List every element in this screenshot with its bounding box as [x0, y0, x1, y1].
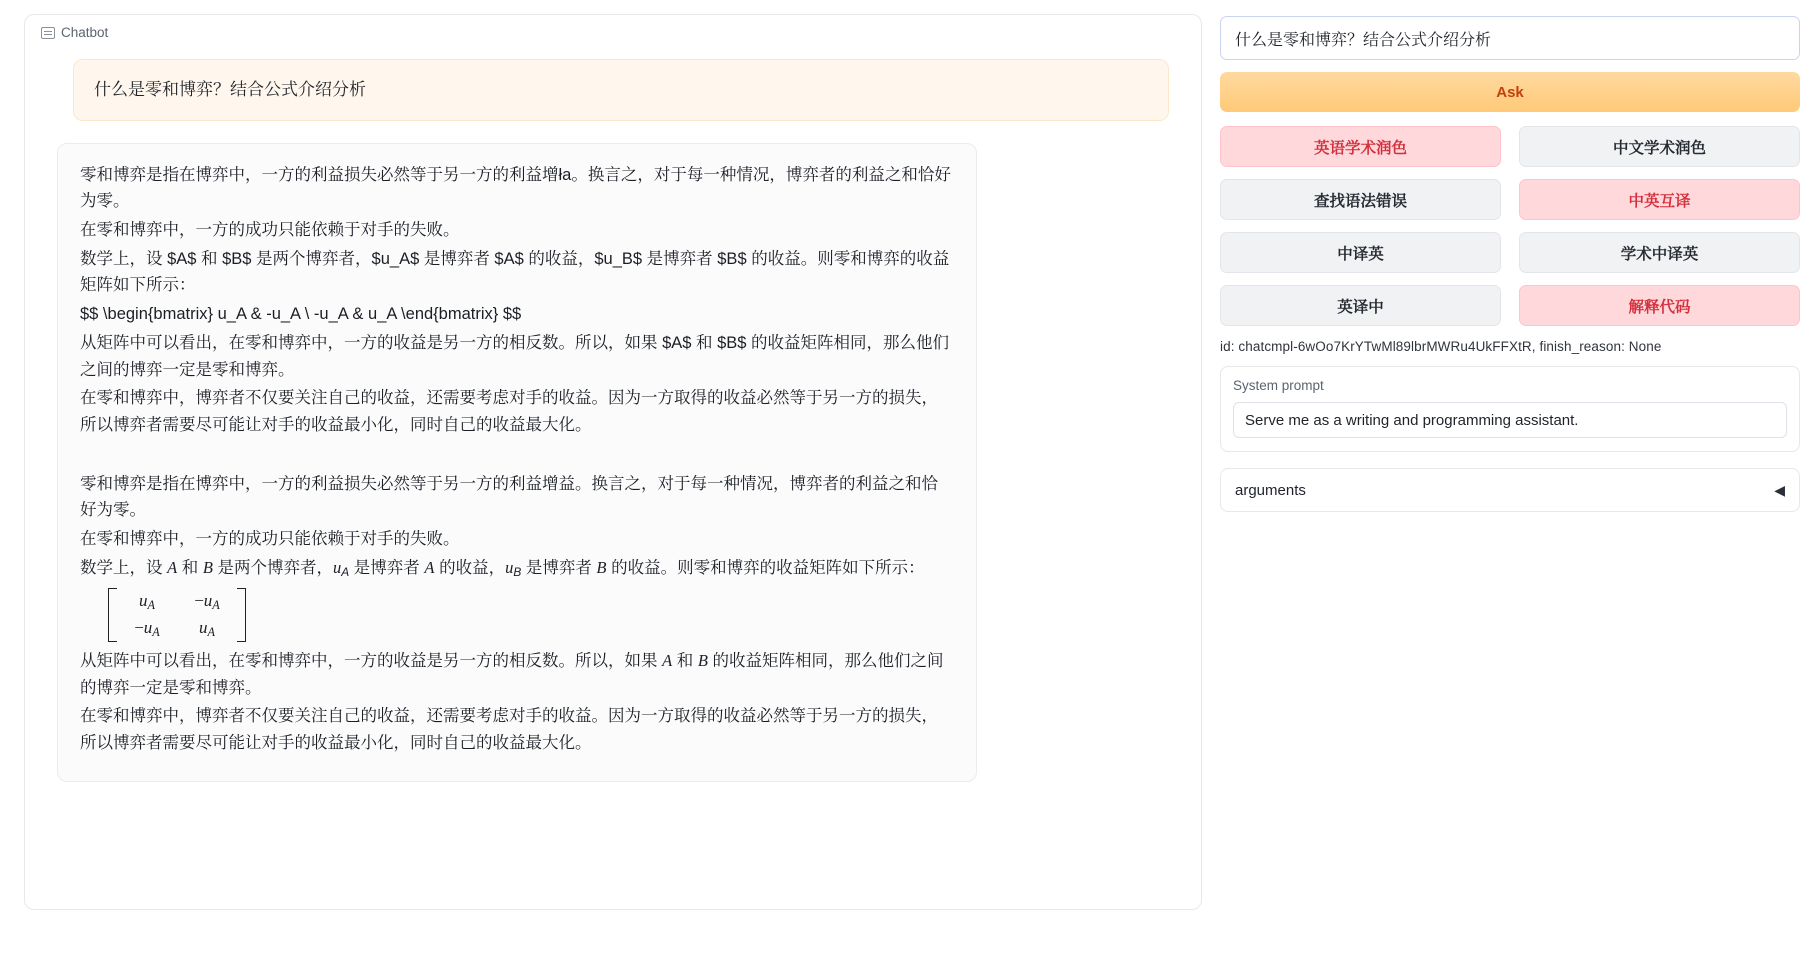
- raw-paragraph-2: 数学上，设 $A$ 和 $B$ 是两个博弈者，$u_A$ 是博弈者 $A$ 的收益，$u_B$ 是博弈者 $B$ 的收益。则零和博弈的收益矩阵如下所示：: [80, 249, 950, 295]
- raw-latex-matrix: $$ \begin{bmatrix} u_A & -u_A \ -u_A & u_A \end{bmatrix} $$: [80, 305, 522, 324]
- text-frag: 的收益矩阵相同，那么他们之间的博弈一定是零和博弈。: [80, 652, 944, 697]
- raw-paragraph-1b: 在零和博弈中，一方的成功只能依赖于对手的失败。: [80, 220, 460, 239]
- text-frag: 和: [672, 652, 698, 671]
- rendered-paragraph-2: [80, 555, 954, 582]
- matrix-cell-1-1: $u_A$: [199, 618, 215, 640]
- quick-button-chinese-polish[interactable]: 中文学术润色: [1519, 126, 1800, 167]
- system-prompt-card: [1220, 366, 1800, 452]
- math-subscript-A: A: [341, 564, 350, 579]
- rendered-paragraph-1: 零和博弈是指在博弈中，一方的利益损失必然等于另一方的利益增益。换言之，对于每一种情况，博弈者的利益之和恰好为零。: [80, 474, 938, 520]
- matrix-bracket-right: [237, 588, 246, 642]
- chat-message-bot: [57, 143, 977, 782]
- payoff-matrix: [108, 588, 954, 642]
- rendered-paragraph-4: [80, 648, 954, 701]
- text-frag: 是博弈者: [521, 558, 597, 577]
- math-subscript-B: B: [513, 564, 522, 579]
- sidebar-column: [1220, 14, 1800, 961]
- arguments-accordion-title: arguments: [1235, 481, 1306, 499]
- quick-button-cn-en-translate[interactable]: 中英互译: [1519, 179, 1800, 220]
- math-symbol-B2: B: [596, 557, 607, 577]
- raw-paragraph-4: 从矩阵中可以看出，在零和博弈中，一方的收益是另一方的相反数。所以，如果 $A$ 和 $B$ 的收益矩阵相同，那么他们之间的博弈一定是零和博弈。: [80, 333, 950, 379]
- chat-message-user: [73, 59, 1169, 121]
- chat-column: [24, 14, 1202, 961]
- matrix-cell-0-0: $u_A$: [139, 591, 155, 613]
- math-symbol-B3: B: [697, 651, 708, 671]
- text-frag: 是博弈者: [349, 558, 425, 577]
- text-frag: 和: [177, 558, 203, 577]
- math-symbol-uA: u: [333, 557, 342, 577]
- chat-window-icon: [41, 27, 55, 39]
- rendered-paragraph-1b: 在零和博弈中，一方的成功只能依赖于对手的失败。: [80, 530, 460, 549]
- matrix-cell-1-0: $-u_A$: [134, 618, 160, 640]
- quick-button-explain-code[interactable]: 解释代码: [1519, 285, 1800, 326]
- text-frag: 的收益，: [434, 558, 506, 577]
- bot-answer-rendered: [80, 471, 954, 757]
- matrix-cells: [117, 588, 237, 642]
- quick-button-cn-to-en[interactable]: 中译英: [1220, 232, 1501, 273]
- raw-paragraph-1: 零和博弈是指在博弈中，一方的利益损失必然等于另一方的利益增ła。换言之，对于每一种情况，博弈者的利益之和恰好为零。: [80, 165, 951, 211]
- text-frag: 从矩阵中可以看出，在零和博弈中，一方的收益是另一方的相反数。所以，如果: [80, 652, 663, 671]
- chatbot-panel: [24, 14, 1202, 910]
- system-prompt-input[interactable]: [1233, 402, 1787, 438]
- chatbot-panel-label: [35, 23, 114, 42]
- matrix-cell-0-1: $-u_A$: [194, 591, 220, 613]
- prompt-input[interactable]: [1220, 16, 1800, 60]
- chat-message-list[interactable]: [37, 47, 1189, 893]
- quick-button-academic-cn-to-en[interactable]: 学术中译英: [1519, 232, 1800, 273]
- response-meta-text: id: chatcmpl-6wOo7KrYTwMl89lbrMWRu4UkFFXtR, finish_reason: None: [1220, 339, 1662, 354]
- math-symbol-A3: A: [662, 651, 673, 671]
- answer-divider-space: [80, 441, 954, 471]
- rendered-paragraph-5: 在零和博弈中，博弈者不仅要关注自己的收益，还需要考虑对手的收益。因为一方取得的收益必然等于另一方的损失，所以博弈者需要尽可能让对手的收益最小化，同时自己的收益最大化。: [80, 707, 938, 753]
- raw-paragraph-5: 在零和博弈中，博弈者不仅要关注自己的收益，还需要考虑对手的收益。因为一方取得的收益必然等于另一方的损失，所以博弈者需要尽可能让对手的收益最小化，同时自己的收益最大化。: [80, 389, 938, 434]
- user-message-text: 什么是零和博弈？结合公式介绍分析: [94, 80, 366, 99]
- math-symbol-A: A: [167, 557, 178, 577]
- arguments-accordion[interactable]: [1220, 468, 1800, 512]
- text-frag: 数学上，设: [80, 558, 168, 577]
- math-symbol-uB: u: [505, 557, 514, 577]
- quick-action-grid: [1220, 126, 1800, 326]
- matrix-bracket-left: [108, 588, 117, 642]
- bot-answer-raw: [80, 162, 954, 439]
- chatbot-label-text: Chatbot: [61, 25, 109, 40]
- quick-button-find-grammar-errors[interactable]: 查找语法错误: [1220, 179, 1501, 220]
- ask-button[interactable]: Ask: [1220, 72, 1800, 112]
- math-symbol-A2: A: [424, 557, 435, 577]
- chevron-left-icon: ◀: [1774, 481, 1785, 498]
- text-frag: 的收益。则零和博弈的收益矩阵如下所示：: [606, 558, 925, 577]
- system-prompt-label: System prompt: [1233, 378, 1324, 393]
- math-symbol-B: B: [202, 557, 213, 577]
- quick-button-english-polish[interactable]: 英语学术润色: [1220, 126, 1501, 167]
- quick-button-en-to-cn[interactable]: 英译中: [1220, 285, 1501, 326]
- text-frag: 是两个博弈者，: [212, 558, 334, 577]
